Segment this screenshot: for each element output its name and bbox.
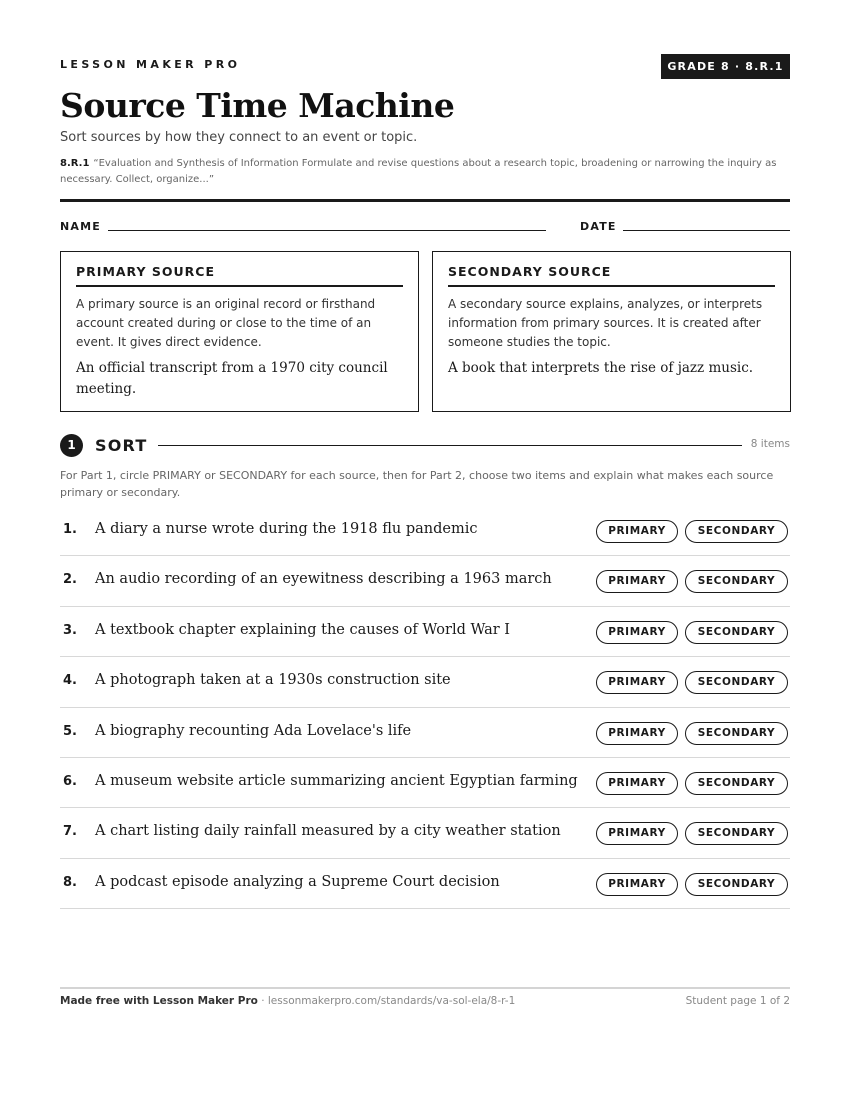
item-number: 4. <box>63 673 77 689</box>
standard-text: “Evaluation and Synthesis of Information Formulate and revise questions about a research topic, broadening or narrowing the inquiry as necessary. Collect, organize...” <box>60 158 777 185</box>
name-label: NAME <box>60 220 101 233</box>
standard-code: 8.R.1 <box>60 158 90 169</box>
secondary-option-button[interactable]: SECONDARY <box>685 772 788 795</box>
secondary-option-button[interactable]: SECONDARY <box>685 873 788 896</box>
section-divider <box>158 445 742 446</box>
item-text: A chart listing daily rainfall measured by a city weather station <box>95 823 561 840</box>
secondary-option-button[interactable]: SECONDARY <box>685 520 788 543</box>
item-text: An audio recording of an eyewitness describing a 1963 march <box>95 571 552 588</box>
footer-credit <box>60 995 515 1007</box>
definition-example: An official transcript from a 1970 city council meeting. <box>76 360 388 397</box>
footer-made-with: Made free with Lesson Maker Pro <box>60 995 258 1007</box>
date-field[interactable] <box>623 230 790 231</box>
primary-source-definition <box>60 251 419 412</box>
item-number: 3. <box>63 622 77 638</box>
secondary-option-button[interactable]: SECONDARY <box>685 671 788 694</box>
page-subtitle: Sort sources by how they connect to an event or topic. <box>60 130 418 145</box>
item-number: 6. <box>63 773 77 789</box>
worksheet-page <box>60 0 790 1100</box>
definition-title: PRIMARY SOURCE <box>76 264 403 287</box>
page-title: Source Time Machine <box>60 86 455 125</box>
secondary-option-button[interactable]: SECONDARY <box>685 822 788 845</box>
item-number: 7. <box>63 824 77 840</box>
secondary-source-definition <box>432 251 791 412</box>
header-divider <box>60 199 790 202</box>
secondary-option-button[interactable]: SECONDARY <box>685 621 788 644</box>
footer-url-link[interactable]: · lessonmakerpro.com/standards/va-sol-ela/8-r-1 <box>257 995 516 1007</box>
standard-description <box>60 156 790 188</box>
item-number: 2. <box>63 572 77 588</box>
item-text: A textbook chapter explaining the causes of World War I <box>95 621 511 638</box>
date-label: DATE <box>580 220 617 233</box>
primary-option-button[interactable]: PRIMARY <box>596 621 678 644</box>
secondary-option-button[interactable]: SECONDARY <box>685 722 788 745</box>
primary-option-button[interactable]: PRIMARY <box>596 520 678 543</box>
item-text: A photograph taken at a 1930s construction site <box>95 672 451 689</box>
definition-text: A secondary source explains, analyzes, or interprets information from primary sources. It is created after someone studies the topic. <box>448 297 763 349</box>
list-item <box>60 758 790 808</box>
definition-text: A primary source is an original record or firsthand account created during or close to the time of an event. It gives direct evidence. <box>76 297 376 349</box>
list-item <box>60 859 790 909</box>
footer-divider <box>60 987 790 989</box>
item-number: 1. <box>63 522 77 537</box>
list-item <box>60 506 790 556</box>
page-indicator: Student page 1 of 2 <box>685 995 790 1007</box>
primary-option-button[interactable]: PRIMARY <box>596 873 678 896</box>
secondary-option-button[interactable]: SECONDARY <box>685 570 788 593</box>
name-field[interactable] <box>108 230 546 231</box>
list-item <box>60 808 790 858</box>
primary-option-button[interactable]: PRIMARY <box>596 822 678 845</box>
brand-name: LESSON MAKER PRO <box>60 58 241 71</box>
grade-badge: GRADE 8 · 8.R.1 <box>661 54 790 79</box>
item-number: 8. <box>63 874 77 890</box>
item-text: A museum website article summarizing ancient Egyptian farming <box>95 772 578 789</box>
section-title: SORT <box>95 436 148 455</box>
item-text: A podcast episode analyzing a Supreme Court decision <box>95 873 500 890</box>
list-item <box>60 556 790 606</box>
item-text: A biography recounting Ada Lovelace's life <box>95 722 412 739</box>
sort-item-list <box>60 506 790 909</box>
section-number-badge: 1 <box>60 434 83 457</box>
list-item <box>60 708 790 758</box>
list-item <box>60 657 790 707</box>
primary-option-button[interactable]: PRIMARY <box>596 570 678 593</box>
item-text: A diary a nurse wrote during the 1918 flu pandemic <box>95 521 478 537</box>
definition-title: SECONDARY SOURCE <box>448 264 775 287</box>
list-item <box>60 607 790 657</box>
primary-option-button[interactable]: PRIMARY <box>596 772 678 795</box>
primary-option-button[interactable]: PRIMARY <box>596 671 678 694</box>
item-number: 5. <box>63 723 77 739</box>
instructions: For Part 1, circle PRIMARY or SECONDARY for each source, then for Part 2, choose two items and explain what makes each source primary or secondary. <box>60 469 774 499</box>
item-count: 8 items <box>750 438 790 450</box>
definition-example: A book that interprets the rise of jazz music. <box>448 360 754 376</box>
primary-option-button[interactable]: PRIMARY <box>596 722 678 745</box>
